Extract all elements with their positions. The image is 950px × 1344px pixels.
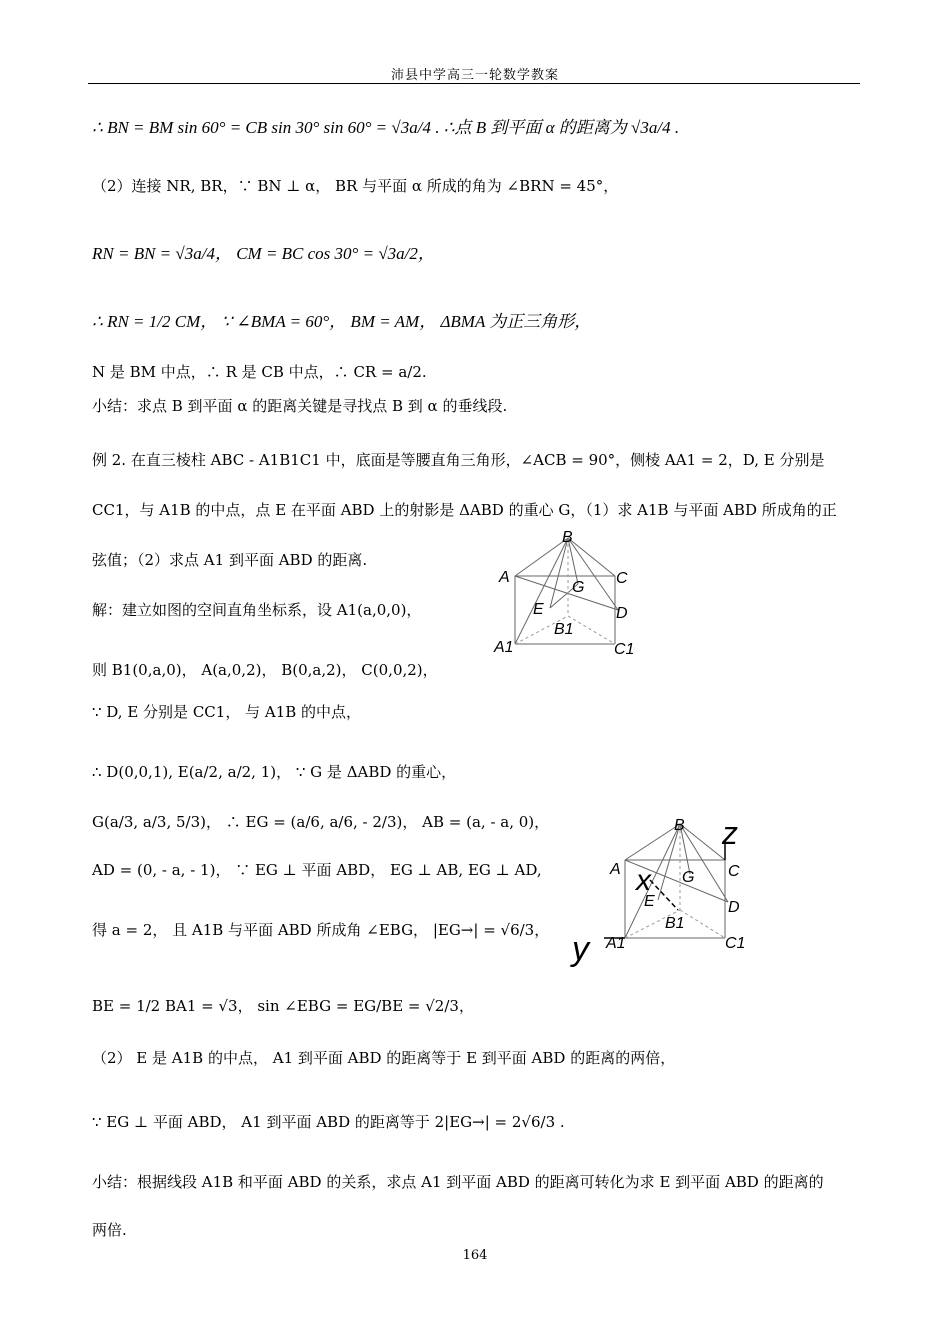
fig1-label-b: B xyxy=(562,529,573,546)
summary-line-2: 小结：根据线段 A1B 和平面 ABD 的关系，求点 A1 到平面 ABD 的距离可转化为求 E 到平面 ABD 的距离的 xyxy=(92,1173,824,1191)
solution-line-10: ∵ EG ⊥ 平面 ABD， A1 到平面 ABD 的距离等于 2|EG→| = 2√6/3 . xyxy=(92,1113,565,1131)
solution-line-6: AD = (0, - a, - 1)， ∵ EG ⊥ 平面 ABD， EG ⊥ AB, EG ⊥ AD, xyxy=(92,861,542,879)
fig2-label-b1: B1 xyxy=(665,915,685,932)
text-line-3: RN = BN = √3a/4， CM = BC cos 30° = √3a/2， xyxy=(92,244,435,263)
text-line-5: N 是 BM 中点，∴ R 是 CB 中点，∴ CR = a/2. xyxy=(92,363,427,381)
fig1-label-c: C xyxy=(616,570,628,587)
fig2-label-a1: A1 xyxy=(606,935,626,952)
example-2-line-3: 弦值；（2）求点 A1 到平面 ABD 的距离. xyxy=(92,551,368,569)
fig1-label-c1: C1 xyxy=(614,641,635,658)
fig1-label-b1: B1 xyxy=(554,621,574,638)
header-rule xyxy=(88,83,860,84)
solution-line-2: 则 B1(0,a,0)， A(a,0,2)， B(0,a,2)， C(0,0,2)， xyxy=(92,661,438,679)
solution-line-1: 解：建立如图的空间直角坐标系，设 A1(a,0,0)， xyxy=(92,601,422,619)
solution-line-5: G(a/3, a/3, 5/3)， ∴ EG = (a/6, a/6, - 2/3)， AB = (a, - a, 0)， xyxy=(92,813,550,831)
solution-line-8: BE = 1/2 BA1 = √3， sin ∠EBG = EG/BE = √2/3， xyxy=(92,997,474,1015)
fig2-axis-y: y xyxy=(572,930,589,968)
fig2-axis-z: z xyxy=(722,815,738,851)
fig2-label-c1: C1 xyxy=(725,935,746,952)
fig1-label-a: A xyxy=(499,569,510,586)
fig1-label-d: D xyxy=(616,605,628,622)
fig1-label-e: E xyxy=(533,601,544,618)
fig1-label-a1: A1 xyxy=(494,639,514,656)
solution-line-3: ∵ D, E 分别是 CC1， 与 A1B 的中点， xyxy=(92,703,362,721)
page-number: 164 xyxy=(462,1248,488,1263)
prism-figure-2 xyxy=(570,810,790,980)
fig2-label-a: A xyxy=(610,861,621,878)
fig2-label-d: D xyxy=(728,899,740,916)
prism-figure-1 xyxy=(490,526,650,660)
example-2-line-1: 例 2. 在直三棱柱 ABC - A1B1C1 中，底面是等腰直角三角形，∠ACB = 90°，侧棱 AA1 = 2，D, E 分别是 xyxy=(92,451,825,469)
fig2-label-b: B xyxy=(674,817,685,834)
page-header-title: 沛县中学高三一轮数学教案 xyxy=(390,68,559,83)
solution-line-9: （2） E 是 A1B 的中点， A1 到平面 ABD 的距离等于 E 到平面 ABD 的距离的两倍， xyxy=(92,1049,676,1067)
fig2-label-e: E xyxy=(644,893,655,910)
text-line-2: （2）连接 NR, BR，∵ BN ⊥ α， BR 与平面 α 所成的角为 ∠BRN = 45°， xyxy=(92,177,619,195)
summary-line-3: 两倍. xyxy=(92,1221,127,1239)
text-line-4: ∴ RN = 1/2 CM， ∵ ∠BMA = 60°， BM = AM， ΔBMA 为正三角形， xyxy=(92,312,592,331)
example-2-line-2: CC1，与 A1B 的中点，点 E 在平面 ABD 上的射影是 ΔABD 的重心 G，（1）求 A1B 与平面 ABD 所成角的正 xyxy=(92,501,837,519)
summary-line-1: 小结：求点 B 到平面 α 的距离关键是寻找点 B 到 α 的垂线段. xyxy=(92,397,508,415)
fig2-label-g: G xyxy=(682,869,695,886)
fig1-label-g: G xyxy=(572,579,585,596)
solution-line-4: ∴ D(0,0,1), E(a/2, a/2, 1)， ∵ G 是 ΔABD 的重心， xyxy=(92,763,457,781)
fig2-label-c: C xyxy=(728,863,740,880)
fig2-axis-x: x xyxy=(636,864,651,897)
text-line-1: ∴ BN = BM sin 60° = CB sin 30° sin 60° = √3a/4 . ∴点 B 到平面 α 的距离为 √3a/4 . xyxy=(92,118,680,137)
solution-line-7: 得 a = 2， 且 A1B 与平面 ABD 所成角 ∠EBG， |EG→| = √6/3， xyxy=(92,921,550,939)
